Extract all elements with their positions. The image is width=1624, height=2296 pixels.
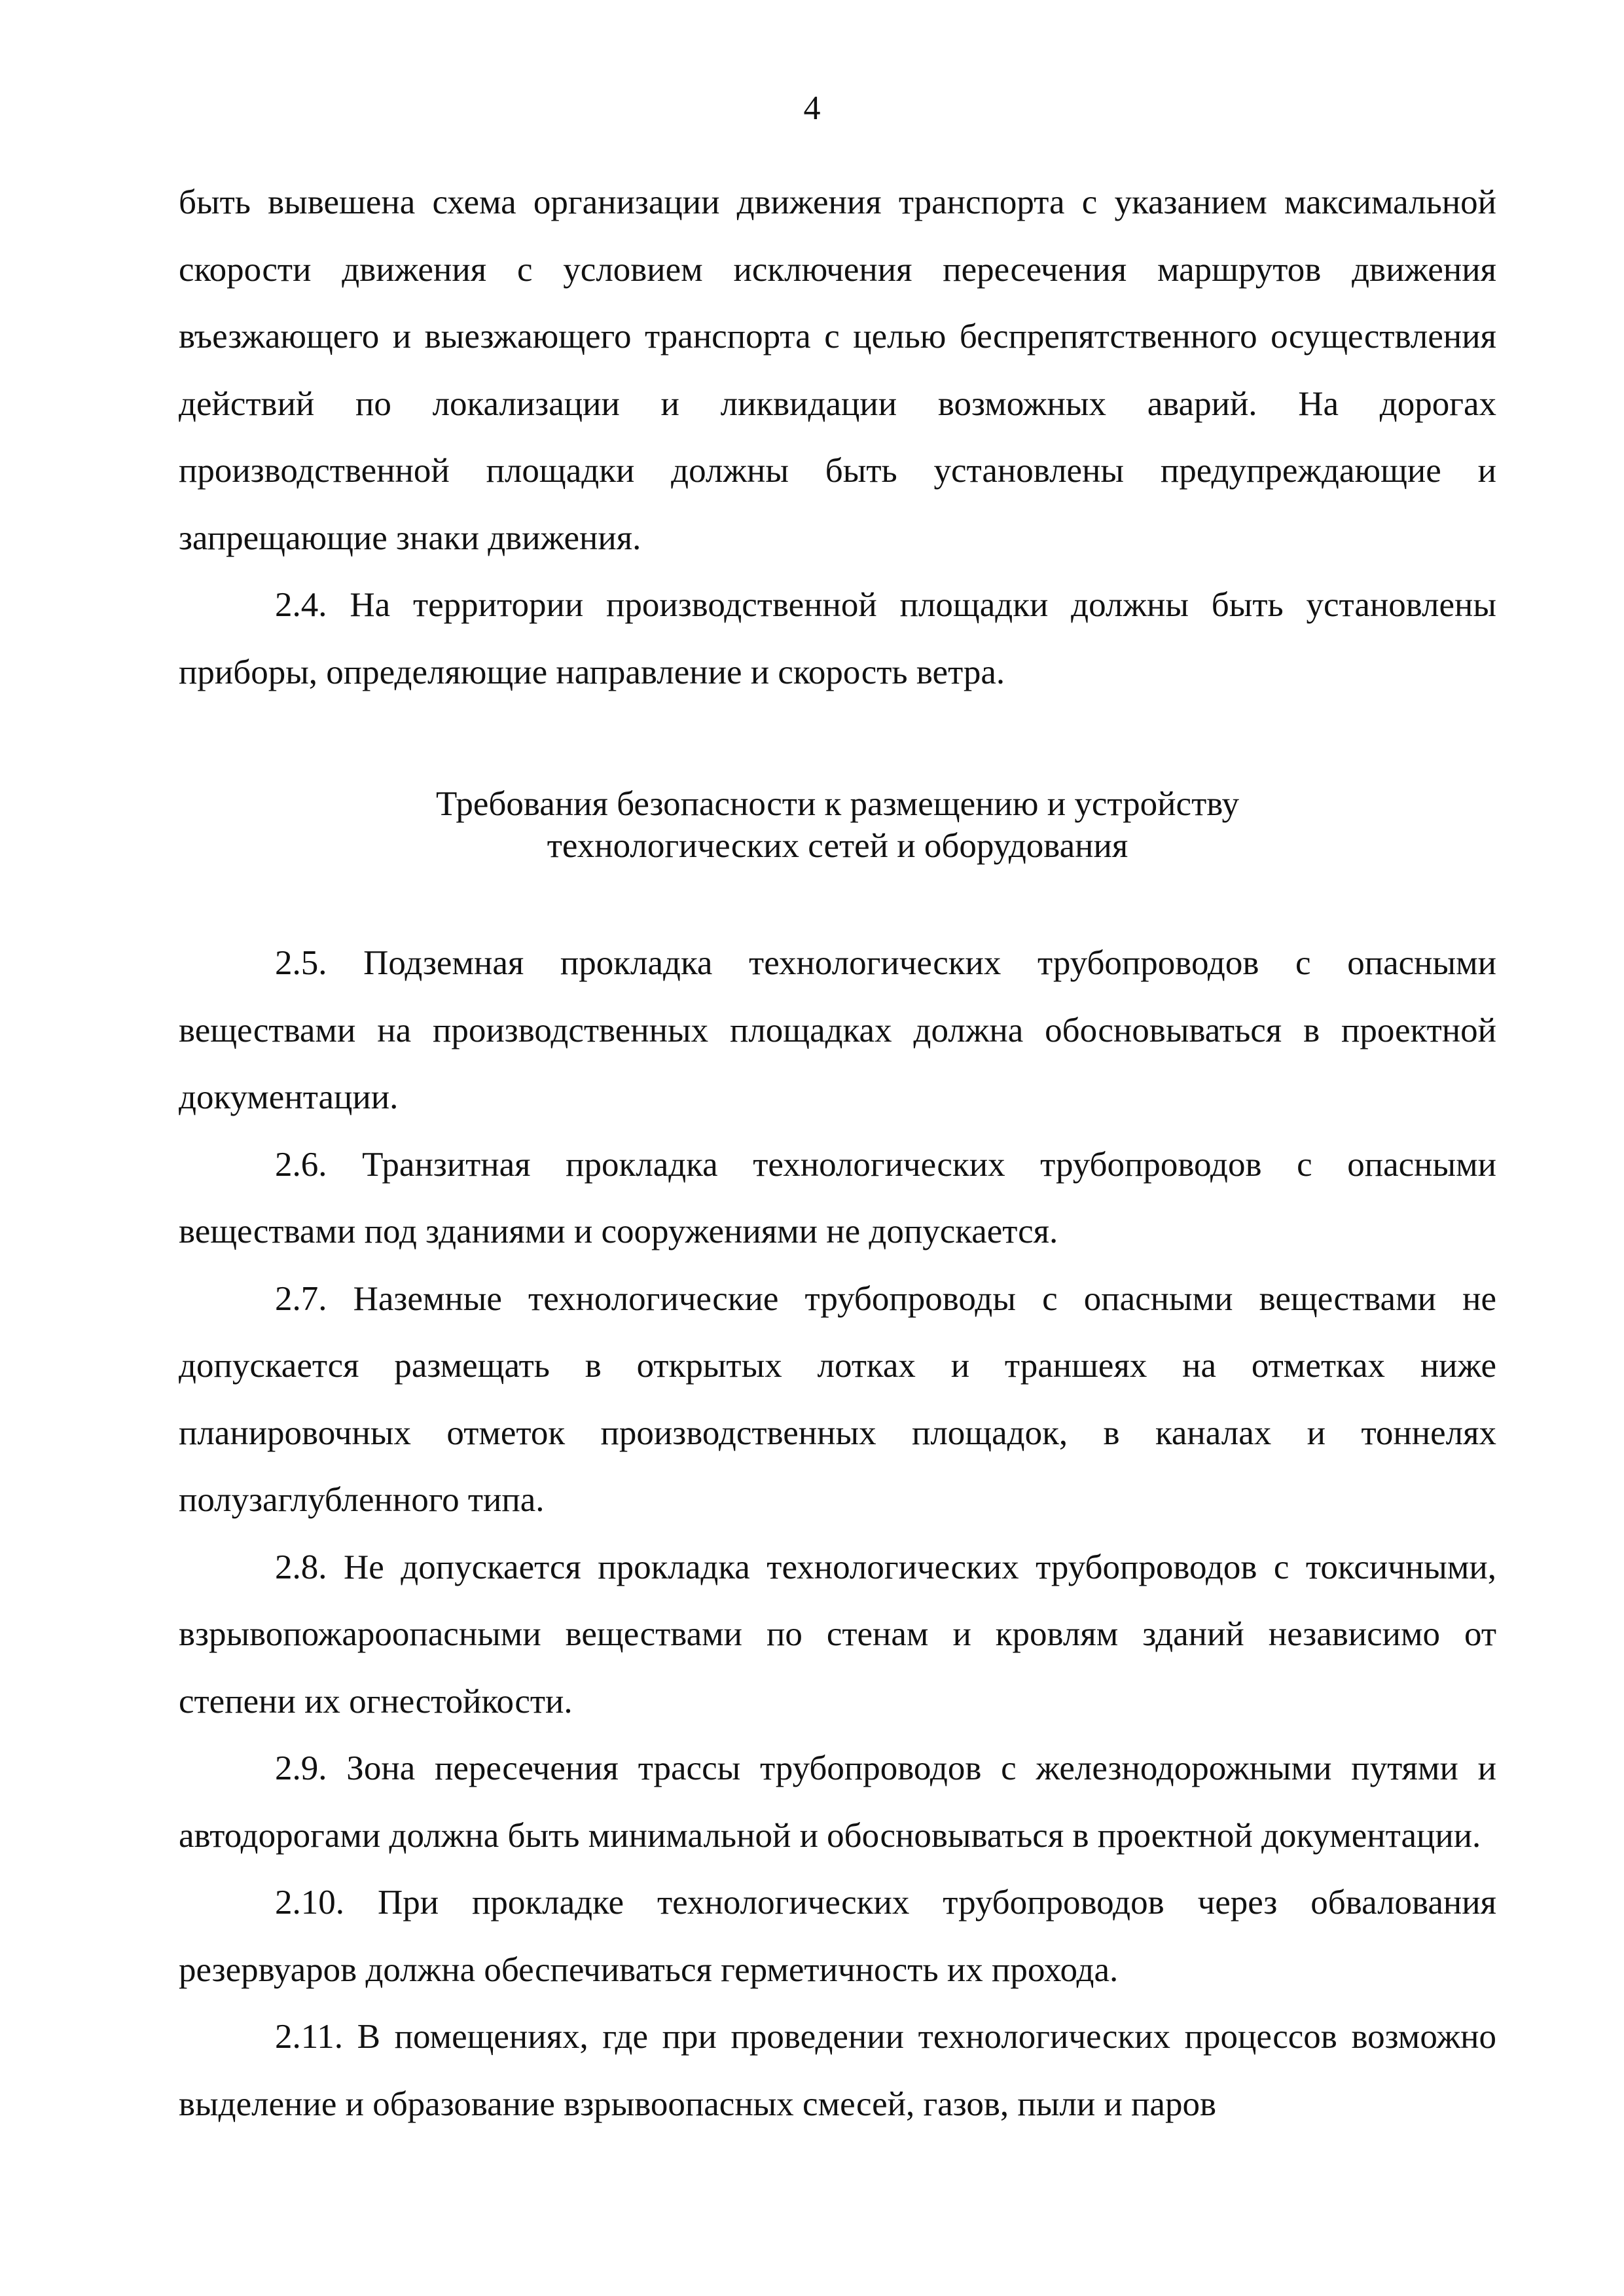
- paragraph-2-5: 2.5. Подземная прокладка технологических трубопроводов с опасными веществами на производственных площадках должна обосновываться в проектной документации.: [179, 944, 1496, 1116]
- paragraph-2-10: 2.10. При прокладке технологических трубопроводов через обвалования резервуаров должна обеспечиваться герметичность их прохода.: [179, 1884, 1496, 1989]
- paragraph-2-4: 2.4. На территории производственной площадки должны быть установлены приборы, определяющие направление и скорость ветра.: [179, 586, 1496, 691]
- page-number: 4: [803, 90, 821, 127]
- paragraph-2-8: 2.8. Не допускается прокладка технологических трубопроводов с токсичными, взрывопожароопасными веществами по стенам и кровлям зданий независимо от степени их огнестойкости.: [179, 1548, 1496, 1721]
- paragraph-2-9: 2.9. Зона пересечения трассы трубопроводов с железнодорожными путями и автодорогами должна быть минимальной и обосновываться в проектной документации.: [179, 1749, 1496, 1855]
- paragraph-2-6: 2.6. Транзитная прокладка технологических трубопроводов с опасными веществами под зданиями и сооружениями не допускается.: [179, 1145, 1496, 1250]
- section-heading-line-1: Требования безопасности к размещению и устройству: [436, 785, 1239, 823]
- paragraph-continuation: быть вывешена схема организации движения транспорта с указанием максимальной скорости движения с условием исключения пересечения маршрутов движения въезжающего и выезжающего транспорта с целью беспрепятственного осуществления действий по локализации и ликвидации возможных аварий. На дорогах производственной площадки должны быть установлены предупреждающие и запрещающие знаки движения.: [179, 183, 1496, 557]
- paragraph-2-11: 2.11. В помещениях, где при проведении технологических процессов возможно выделение и образование взрывоопасных смесей, газов, пыли и паров: [179, 2018, 1496, 2123]
- document-body: [179, 169, 1496, 2138]
- section-heading: [179, 783, 1496, 867]
- section-heading-line-2: технологических сетей и оборудования: [547, 827, 1128, 865]
- paragraph-2-7: 2.7. Наземные технологические трубопроводы с опасными веществами не допускается размещать в открытых лотках и траншеях на отметках ниже планировочных отметок производственных площадок, в каналах и тоннелях полузаглубленного типа.: [179, 1279, 1496, 1519]
